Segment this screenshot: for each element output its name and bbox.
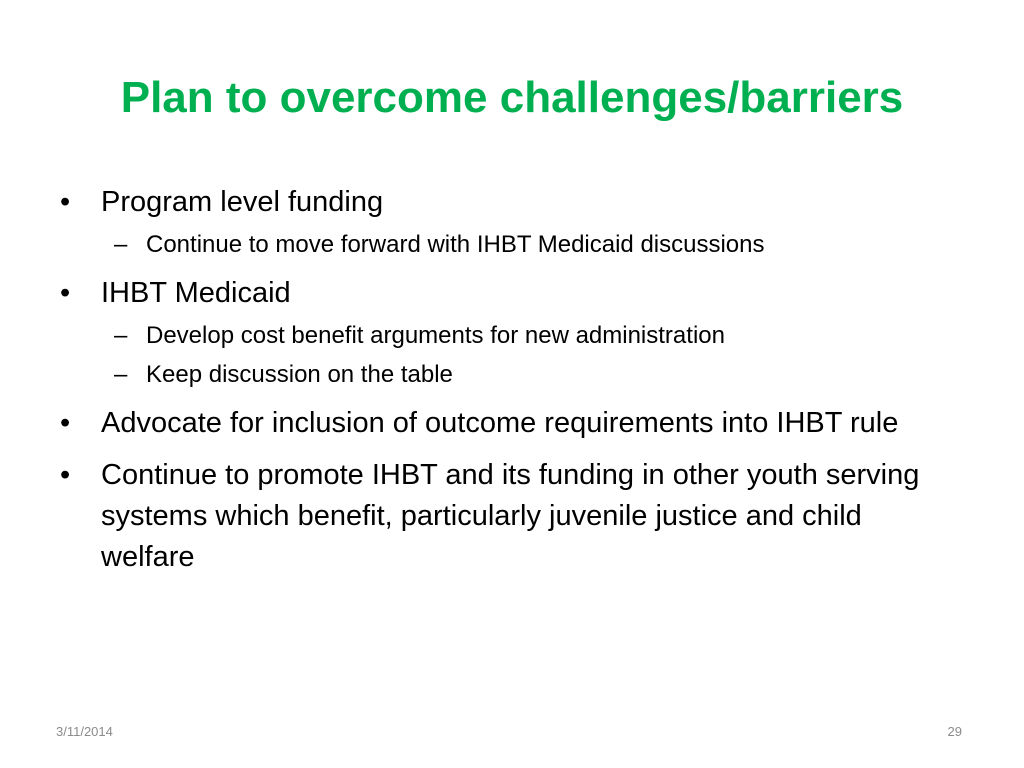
- bullet-list: [56, 182, 956, 578]
- bullet-icon: •: [60, 186, 71, 218]
- bullet-text: Continue to promote IHBT and its funding in other youth serving systems which benefit, particularly juvenile justice and child welfare: [101, 459, 920, 573]
- bullet-item: [56, 403, 956, 444]
- slide-title: Plan to overcome challenges/barriers: [120, 73, 904, 122]
- bullet-text: Program level funding: [101, 186, 384, 218]
- sub-bullet-text: Keep discussion on the table: [146, 361, 453, 388]
- bullet-item: [56, 455, 956, 578]
- sub-bullet-text: Develop cost benefit arguments for new administration: [146, 322, 725, 349]
- bullet-icon: •: [60, 277, 71, 309]
- bullet-text: IHBT Medicaid: [101, 277, 291, 309]
- bullet-item: [56, 273, 956, 314]
- sub-bullet-item: [56, 319, 956, 353]
- bullet-text: Advocate for inclusion of outcome requirements into IHBT rule: [101, 407, 899, 439]
- sub-bullet-text: Continue to move forward with IHBT Medicaid discussions: [146, 231, 765, 258]
- bullet-icon: •: [60, 459, 71, 491]
- page-number: 29: [947, 724, 962, 739]
- sub-bullet-item: [56, 358, 956, 392]
- dash-icon: –: [114, 231, 128, 258]
- footer-date: 3/11/2014: [56, 724, 113, 739]
- bullet-item: [56, 182, 956, 223]
- dash-icon: –: [114, 322, 128, 349]
- dash-icon: –: [114, 361, 128, 388]
- sub-bullet-item: [56, 228, 956, 262]
- bullet-icon: •: [60, 407, 71, 439]
